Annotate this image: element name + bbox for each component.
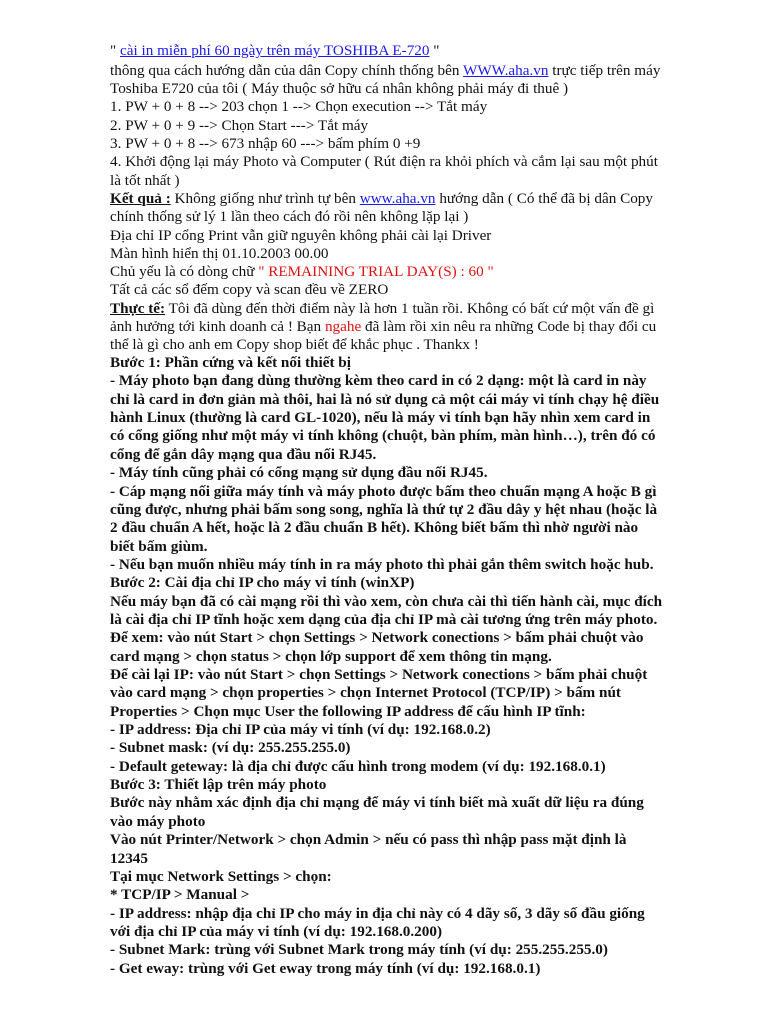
result-line-2: chính thống sử lý 1 lần theo cách đó rồi nên không lặp lại ) — [110, 208, 469, 225]
instruction-line: - Nếu bạn muốn nhiều máy tính in ra máy photo thì phải gắn thêm switch hoặc hub. — [110, 555, 654, 573]
instruction-line: 2 đầu chuẩn A hết, hoặc là 2 đầu chuẩn B hết). Không biết bấm thì nhờ người nào — [110, 519, 639, 537]
instruction-line: Bước này nhằm xác định địa chỉ mạng để máy vi tính biết mà xuất dữ liệu ra đúng — [110, 794, 644, 812]
step-line: 3. PW + 0 + 8 --> 673 nhập 60 ---> bấm phím 0 +9 — [110, 135, 421, 152]
result-label: Kết quả : — [110, 190, 171, 207]
ip-port-line: Địa chỉ IP cổng Print vẫn giữ nguyên không phải cài lại Driver — [110, 227, 492, 244]
instruction-line: có cổng giống như một máy vi tính không (chuột, bàn phím, màn hình…), trên đó có — [110, 427, 656, 445]
instruction-line: Bước 2: Cài địa chỉ IP cho máy vi tính (winXP) — [110, 574, 415, 592]
instruction-line: Vào nút Printer/Network > chọn Admin > nếu có pass thì nhập pass mặt định là — [110, 831, 627, 849]
instruction-line: * TCP/IP > Manual > — [110, 886, 250, 904]
instruction-line: - IP address: nhập địa chỉ IP cho máy in địa chỉ này có 4 dãy số, 3 dãy số đầu giống — [110, 904, 645, 922]
instruction-line: Tại mục Network Settings > chọn: — [110, 867, 332, 885]
screen-line: Màn hình hiển thị 01.10.2003 00.00 — [110, 245, 329, 262]
intro-line-1 — [110, 62, 760, 80]
intro-line-2: Toshiba E720 của tôi ( Máy thuộc sở hữu cá nhân không phải máy đi thuê ) — [110, 80, 569, 97]
instruction-line: hành Linux (thường là card GL-1020), nếu là máy vi tính bạn hãy nhìn xem card in — [110, 409, 651, 427]
mainly-line — [110, 263, 760, 281]
result-text-b: hướng dẫn ( Có thể đã bị dân Copy — [435, 190, 653, 207]
intro-text-a: thông qua cách hướng dẫn của dân Copy chính thống bên — [110, 62, 463, 79]
aha-link-2[interactable]: www.aha.vn — [359, 190, 436, 207]
counters-line: Tất cả các sổ đếm copy và scan đều về ZERO — [110, 281, 389, 298]
instruction-line: - Máy photo bạn đang dùng thường kèm theo card in có 2 dạng: một là card in này — [110, 372, 647, 390]
step-line: 1. PW + 0 + 8 --> 203 chọn 1 --> Chọn execution --> Tắt máy — [110, 98, 488, 115]
instruction-line: cũng được, nhưng phải bấm song song, nghĩa là thứ tự 2 đầu dây y hệt nhau (hoặc là — [110, 500, 658, 518]
aha-link-1[interactable]: WWW.aha.vn — [462, 62, 549, 79]
reality-line-2 — [110, 318, 760, 336]
title-quote-open: " — [110, 42, 120, 59]
instruction-line: biết bấm giùm. — [110, 537, 208, 555]
reality-text-c: đã làm rồi xin nêu ra những Code bị thay đổi cu — [361, 318, 657, 335]
instruction-line: Để xem: vào nút Start > chọn Settings > Network conections > bấm phải chuột vào — [110, 629, 644, 647]
instruction-line: là cài địa chỉ IP tĩnh hoặc xem dạng của địa chỉ IP mà cài tương ứng trên máy photo. — [110, 610, 658, 628]
reality-line-1 — [110, 300, 760, 318]
instruction-line: chỉ là card in đơn giản mà thôi, hai là nó sử dụng cả một cái máy vi tính chạy hệ điều — [110, 390, 660, 408]
instruction-line: Để cài lại IP: vào nút Start > chọn Settings > Network conections > bấm phải chuột — [110, 666, 648, 683]
instruction-line: - Subnet Mark: trùng với Subnet Mark trong máy tính (ví dụ: 255.255.255.0) — [110, 941, 608, 959]
instruction-line: - IP address: Địa chỉ IP của máy vi tính (ví dụ: 192.168.0.2) — [110, 721, 491, 738]
reality-label: Thực tế: — [110, 300, 166, 317]
instruction-line: vào card mạng > chọn properties > chọn Internet Protocol (TCP/IP) > bấm nút — [110, 684, 621, 702]
reality-line-3: thể là gì cho anh em Copy shop biết để khắc phục . Thankx ! — [110, 336, 479, 353]
step-line: 2. PW + 0 + 9 --> Chọn Start ---> Tắt máy — [110, 117, 369, 134]
instruction-line: cổng để gắn dây mạng qua đầu nối RJ45. — [110, 445, 377, 463]
instruction-line: - Cáp mạng nối giữa máy tính và máy photo được bấm theo chuẩn mạng A hoặc B gì — [110, 482, 657, 500]
instruction-line: - Default geteway: là địa chỉ được cấu hình trong modem (ví dụ: 192.168.0.1) — [110, 757, 606, 775]
instruction-line: Nếu máy bạn đã có cài mạng rồi thì vào xem, còn chưa cài thì tiến hành cài, mục đích — [110, 592, 663, 610]
result-text-a: Không giống như trình tự bên — [170, 190, 360, 207]
instruction-line: - Get eway: trùng với Get eway trong máy tính (ví dụ: 192.168.0.1) — [110, 959, 541, 977]
instruction-line: với địa chỉ IP của máy vi tính (ví dụ: 192.168.0.200) — [110, 922, 443, 940]
instruction-line: 12345 — [110, 849, 148, 867]
username-text: ngahe — [324, 318, 362, 335]
instruction-line: Properties > Chọn mục User the following IP address để cấu hình IP tĩnh: — [110, 702, 586, 720]
intro-text-b: trực tiếp trên máy — [548, 62, 661, 79]
reality-text-b: ảnh hưởng tới kinh doanh cả ! Bạn — [110, 318, 325, 335]
instruction-line: - Máy tính cũng phải có cổng mạng sử dụng đầu nối RJ45. — [110, 464, 488, 482]
step-line: 4. Khởi động lại máy Photo và Computer ( Rút điện ra khỏi phích và cắm lại sau một phút — [110, 153, 658, 170]
title-link[interactable]: cài in miễn phí 60 ngày trên máy TOSHIBA E-720 — [120, 42, 430, 59]
reality-text-a: Tôi đã dùng đến thời điểm này là hơn 1 tuần rồi. Không có bất cứ một vấn đề gì — [165, 300, 655, 317]
title-quote-close: " — [429, 42, 440, 59]
instruction-line: Bước 1: Phần cứng và kết nối thiết bị — [110, 354, 351, 371]
trial-days-text: " REMAINING TRIAL DAY(S) : 60 " — [258, 263, 494, 280]
instruction-line: Bước 3: Thiết lập trên máy photo — [110, 776, 327, 793]
mainly-text: Chủ yếu là có dòng chữ — [110, 263, 259, 280]
instruction-line: - Subnet mask: (ví dụ: 255.255.255.0) — [110, 739, 351, 757]
doc-title — [110, 42, 760, 60]
instruction-line: card mạng > chọn status > chọn lớp support để xem thông tin mạng. — [110, 647, 552, 665]
step-line: là tốt nhất ) — [110, 172, 180, 189]
instruction-line: vào máy photo — [110, 812, 206, 830]
result-line-1 — [110, 190, 760, 208]
